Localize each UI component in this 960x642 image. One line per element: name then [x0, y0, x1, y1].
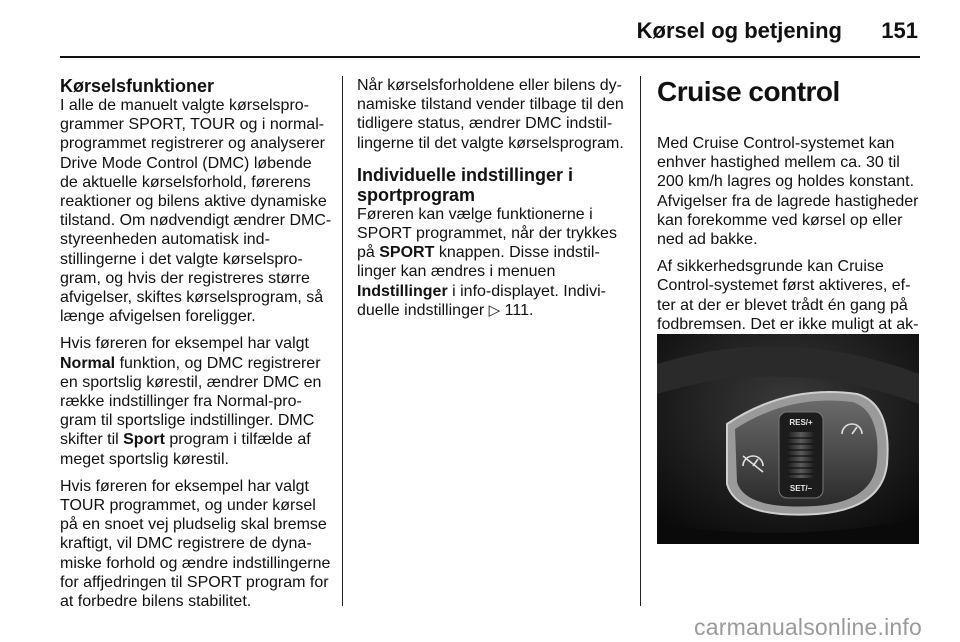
- text: i info-displayet. Individuelle indstillinger: [357, 282, 606, 319]
- heading-driving-functions: Kørselsfunktioner: [60, 76, 215, 96]
- column-1: [60, 76, 332, 619]
- header-rule: [60, 56, 920, 58]
- page-number: 151: [881, 18, 918, 43]
- reference-arrow-icon: ▷: [488, 301, 501, 319]
- bold-term-sport: Sport: [123, 431, 165, 449]
- text: knappen. Disse indstillinger kan ændres i menuen: [357, 244, 600, 281]
- column-divider-2: [640, 76, 641, 606]
- paragraph-2: [357, 205, 629, 320]
- heading-cruise-control: Cruise control: [657, 76, 840, 107]
- section-title: Kørsel og betjening: [636, 18, 842, 43]
- cruise-control-photo: [657, 334, 919, 544]
- paragraph-2: Af sikkerhedsgrunde kan Cruise Control-systemet først aktiveres, efter at der er blevet trådt én gang på fodbremsen. Det er ikke muligt at ak: [657, 258, 919, 333]
- watermark: carmanualsonline.info: [694, 614, 922, 640]
- bold-term-normal: Normal: [60, 354, 116, 372]
- steering-wheel-controls-illustration: [657, 334, 919, 544]
- paragraph-1: I alle de manuelt valgte kørselsprogrammer SPORT, TOUR og i normalprogrammet registrerer og analyserer Drive Mode Control (DMC) løbende de aktuelle kørselsforhold, førerens reaktioner og bilens aktive dynamiske tilstand. Om nødvendigt ændrer DMC-styreenheden automatisk indstillingerne i det valgte kørselsprogram, og hvis der registreres større afvigelser, skiftes kørselsprogram, så længe afvigelsen foreligger.: [60, 97, 332, 326]
- text: Hvis føreren for eksempel har valgt: [60, 335, 309, 353]
- set-minus-label: SET/–: [789, 484, 813, 493]
- bold-term-settings: Indstillinger: [357, 282, 448, 300]
- page-header: [0, 0, 960, 62]
- bold-term-sport: SPORT: [379, 244, 435, 262]
- paragraph-2: [60, 334, 332, 468]
- paragraph-1: Med Cruise Control-systemet kan enhver hastighed mellem ca. 30 til 200 km/h lagres og holdes konstant. Afvigelser fra de lagrede hastigheder kan forekomme ved kørsel op eller ned ad bakke.: [657, 135, 919, 249]
- paragraph-3: Hvis føreren for eksempel har valgt TOUR programmet, og under kørsel på en snoet vej pludselig skal bremse kraftigt, vil DMC registrere de dynamiske forhold og ændre indstillingerne for affjedringen til SPORT program for at forbedre bilens stabilitet.: [60, 477, 331, 611]
- text: funktion, og DMC registrerer en sportslig kørestil, ændrer DMC en række indstillinger fra Normal-program til sportslige indstillinger. DMC skifter til: [60, 354, 322, 449]
- column-3: [657, 76, 919, 361]
- column-2: [357, 76, 629, 328]
- page-reference: 111.: [504, 301, 534, 319]
- res-plus-label: RES/+: [789, 418, 813, 427]
- paragraph-1: Når kørselsforholdene eller bilens dynamiske tilstand vender tilbage til den tidligere status, ændrer DMC indstillingerne til det valgte kørselsprogram.: [357, 77, 624, 152]
- text: program i tilfælde af meget sportslig kørestil.: [60, 431, 311, 468]
- column-divider-1: [342, 76, 343, 606]
- heading-individual-settings: Individuelle indstillinger i sportprogram: [357, 164, 574, 205]
- text: Føreren kan vælge funktionerne i SPORT programmet, når der trykkes på: [357, 205, 617, 262]
